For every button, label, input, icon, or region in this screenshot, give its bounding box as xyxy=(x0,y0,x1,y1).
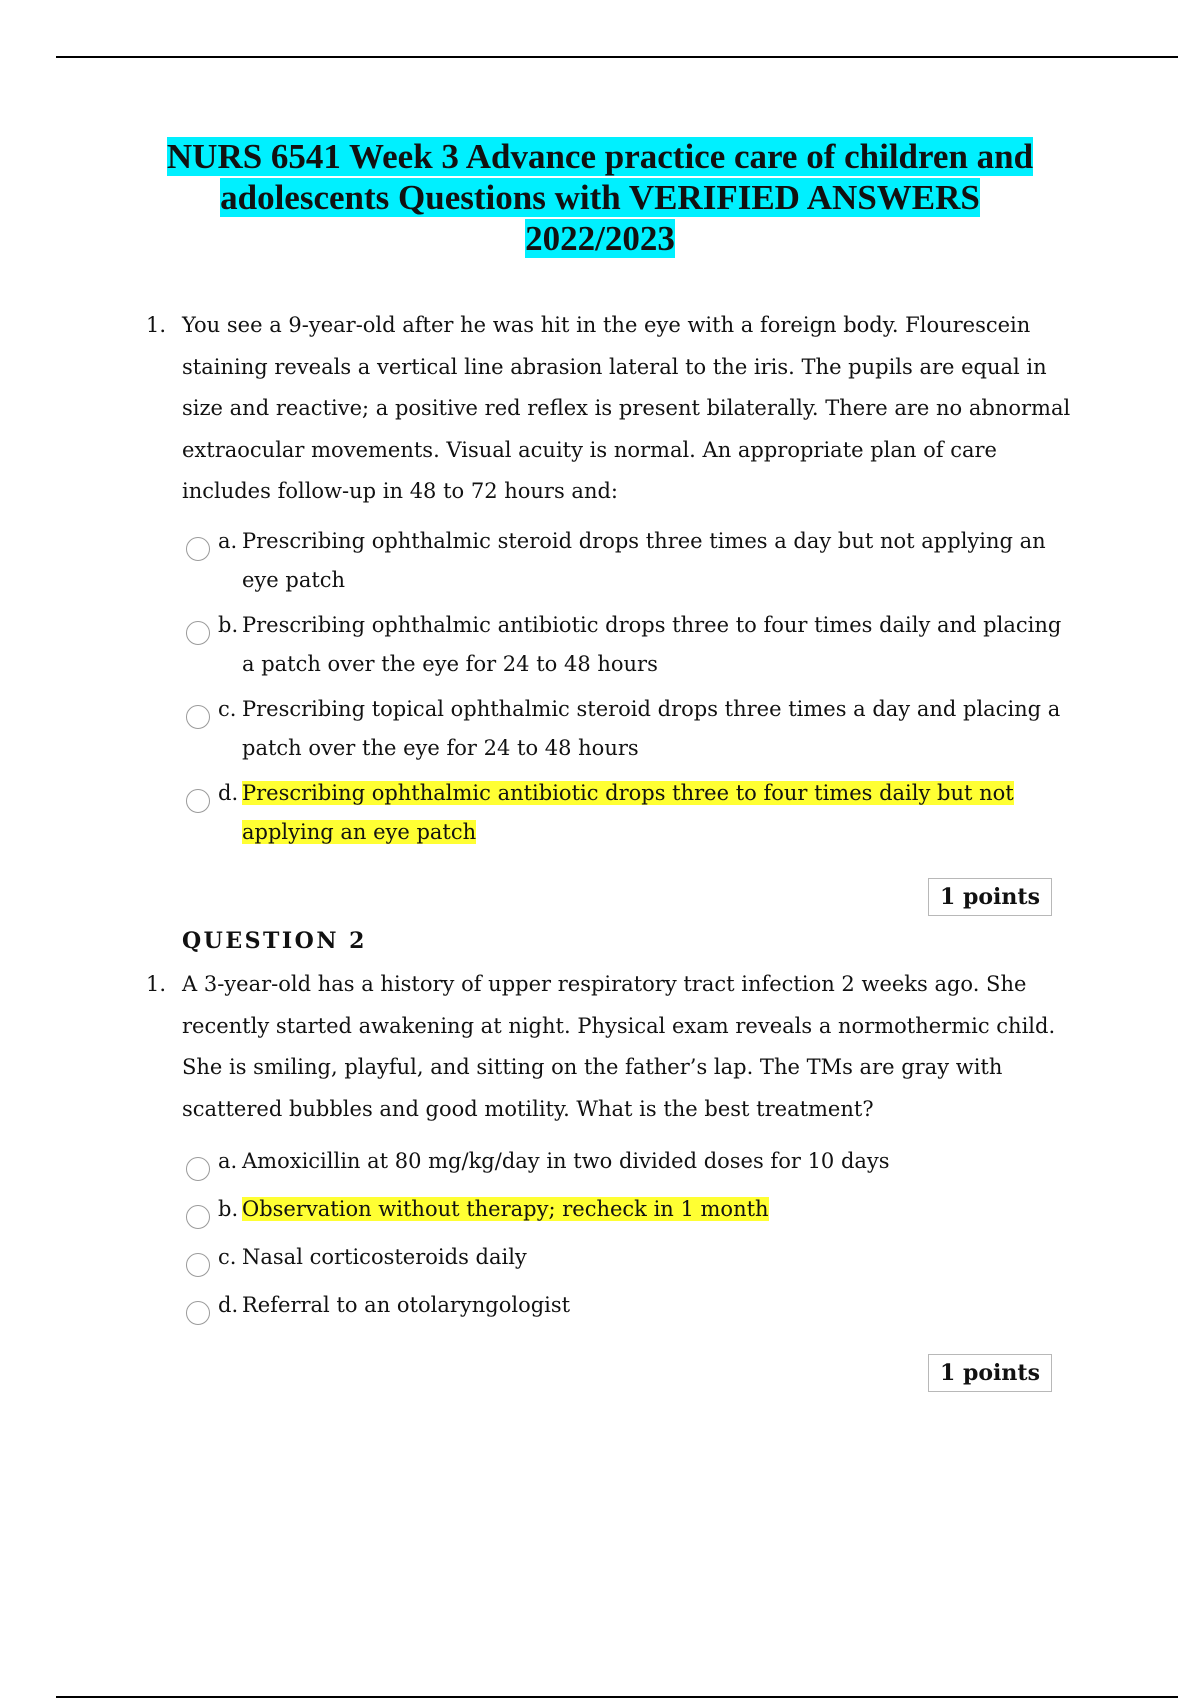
option-text: Prescribing ophthalmic steroid drops three times a day but not applying an eye patch xyxy=(242,529,1046,592)
answer-option[interactable] xyxy=(186,1286,1066,1325)
option-text: Prescribing topical ophthalmic steroid drops three times a day and placing a patch over the eye for 24 to 48 hours xyxy=(242,697,1061,760)
option-letter: c. xyxy=(218,1245,237,1269)
option-text: Amoxicillin at 80 mg/kg/day in two divided doses for 10 days xyxy=(242,1149,890,1173)
title-line: NURS 6541 Week 3 Advance practice care of children and xyxy=(166,137,1034,176)
points-badge: 1 points xyxy=(928,878,1052,916)
answer-option-correct[interactable] xyxy=(186,1190,1066,1229)
radio-button[interactable] xyxy=(186,789,210,813)
question-text: You see a 9-year-old after he was hit in the eye with a foreign body. Flourescein staining reveals a vertical line abrasion lateral to the iris. The pupils are equal in size and reactive; a positive red reflex is present bilaterally. There are no abnormal extraocular movements. Visual acuity is normal. An appropriate plan of care includes follow-up in 48 to 72 hours and: xyxy=(182,313,1071,503)
radio-button[interactable] xyxy=(186,1301,210,1325)
header-rule xyxy=(56,56,1178,58)
option-letter: b. xyxy=(218,1197,239,1221)
radio-button[interactable] xyxy=(186,1205,210,1229)
radio-button[interactable] xyxy=(186,705,210,729)
option-text-highlighted: Prescribing ophthalmic antibiotic drops three to four times daily but not applying an eye patch xyxy=(242,781,1014,844)
points-badge: 1 points xyxy=(928,1354,1052,1392)
option-text: Referral to an otolaryngologist xyxy=(242,1293,571,1317)
option-letter: a. xyxy=(218,529,238,553)
question-1-stem xyxy=(146,305,1082,513)
answer-option[interactable] xyxy=(186,1238,1066,1277)
option-letter: b. xyxy=(218,613,239,637)
answer-option[interactable] xyxy=(186,1142,1066,1181)
radio-button[interactable] xyxy=(186,621,210,645)
option-letter: c. xyxy=(218,697,237,721)
answer-option[interactable] xyxy=(186,690,1066,768)
question-text: A 3-year-old has a history of upper respiratory tract infection 2 weeks ago. She recently started awakening at night. Physical exam reveals a normothermic child. She is smiling, playful, and sitting on the father’s lap. The TMs are gray with scattered bubbles and good motility. What is the best treatment? xyxy=(182,972,1056,1121)
option-letter: a. xyxy=(218,1149,238,1173)
option-text: Nasal corticosteroids daily xyxy=(242,1245,527,1269)
question-heading: QUESTION 2 xyxy=(182,928,367,954)
title-line: adolescents Questions with VERIFIED ANSWERS xyxy=(220,178,980,217)
radio-button[interactable] xyxy=(186,537,210,561)
option-letter: d. xyxy=(218,781,239,805)
radio-button[interactable] xyxy=(186,1157,210,1181)
answer-option-correct[interactable] xyxy=(186,774,1066,852)
title-line: 2022/2023 xyxy=(525,219,675,258)
question-number: 1. xyxy=(146,972,167,996)
radio-button[interactable] xyxy=(186,1253,210,1277)
answer-option[interactable] xyxy=(186,522,1066,600)
question-1-options xyxy=(186,522,1066,852)
question-2-stem xyxy=(146,964,1082,1130)
footer-rule xyxy=(56,1696,1178,1698)
question-2-options xyxy=(186,1142,1066,1325)
question-number: 1. xyxy=(146,313,167,337)
option-letter: d. xyxy=(218,1293,239,1317)
option-text-highlighted: Observation without therapy; recheck in 1 month xyxy=(242,1197,769,1221)
page-title xyxy=(80,136,1120,259)
option-text: Prescribing ophthalmic antibiotic drops three to four times daily and placing a patch over the eye for 24 to 48 hours xyxy=(242,613,1062,676)
answer-option[interactable] xyxy=(186,606,1066,684)
